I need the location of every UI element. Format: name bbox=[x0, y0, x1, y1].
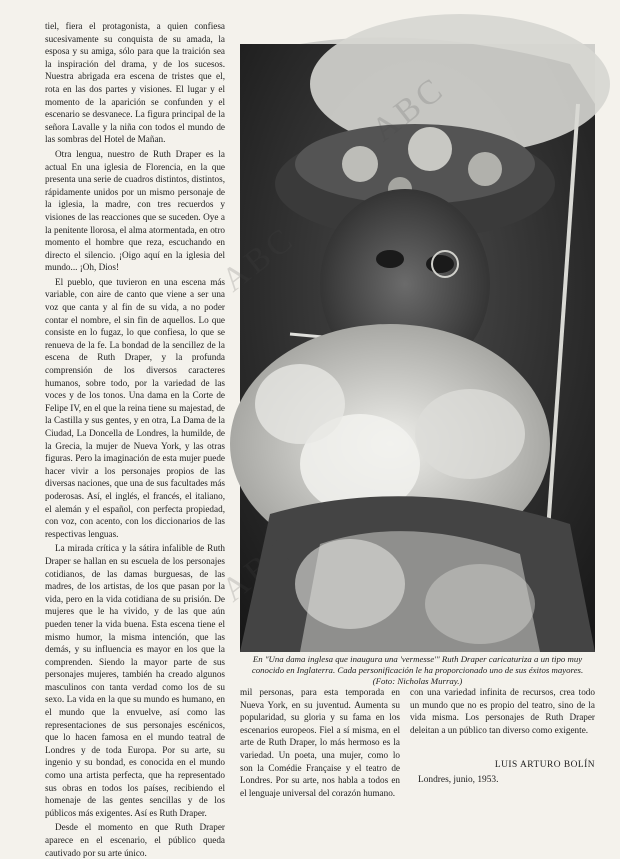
article-paragraph: Desde el momento en que Ruth Draper aparece en el escenario, el público queda cautivado por su arte único. bbox=[45, 822, 225, 858]
photo-caption: En "Una dama inglesa que inaugura una 'vermesse'" Ruth Draper caricaturiza a un tipo muy conocido en Inglaterra. Cada personificación le ha proporcionado uno de sus éxitos mayores. (Foto: Nicholas Murray.) bbox=[251, 654, 584, 686]
article-paragraph: Otra lengua, nuestro de Ruth Draper es la actual En una iglesia de Florencia, en la que presenta una serie de cuadros distintos, distintos, rápidamente unidos por un mismo personaje de la iglesia, la madre, con tres recuerdos y visiones de las reacciones que se suceden. Oye a la penitente llorosa, el alma atormentada, en otro momento el hombre que reza, escuchando en directo el silencio. ¡Oigo aquí en la iglesia del mundo... ¡Oh, Dios! bbox=[45, 148, 225, 273]
photo-graphic bbox=[240, 44, 595, 652]
author-signature: LUIS ARTURO BOLÍN bbox=[494, 760, 595, 770]
article-paragraph: con una variedad infinita de recursos, crea todo un mundo que no es propio del teatro, sino de la vida misma. Los personajes de Ruth Draper deleitan a un público tan diverso como exigente. bbox=[410, 687, 595, 735]
article-paragraph: La mirada crítica y la sátira infalible de Ruth Draper se hallan en su escuela de los personajes cotidianos, de las damas burguesas, de las madres, de los artistas, de los que pasan por la vida, pero en la vida cotidiana de su prisión. De mujeres que le ha vivido, y de las que aún pueden tener la vida buena. Esta escena tiene el mismo humor, la misma intención, que las demás, y su influencia es mayor en los que la comprenden. Siendo la mayor parte de sus personajes mujeres, también ha creado algunos masculinos con tanta verdad como los de su sexo. La vida en la que su mundo es humano, en el mundo que la envuelve, así como las representaciones de sus personajes escénicos, que lo hacen famosa en el mundo teatral de Londres y de toda Europa. Por su arte, su ingenio y su bondad, es conocida en el mundo como una artista perfecta, que ha representado sus obras en todos los países, recibiendo el homenaje de las gentes sencillas y de los públicos más exigentes. Así es Ruth Draper. bbox=[45, 543, 225, 818]
article-bottom-mid-column bbox=[240, 686, 400, 796]
dateline: Londres, junio, 1953. bbox=[418, 775, 499, 785]
article-photo bbox=[240, 44, 595, 652]
article-paragraph: El pueblo, que tuvieron en una escena más variable, con aire de canto que viene a ser una voz que canta y al fin de su vida, a no poder contar el nombre, el sin fin de aquellos. Lo que consiste en lo fugaz, lo que confiesa, lo que se renueva de la fe. La bondad de la sencillez de la escena de Ruth Draper, y la profunda comprensión de los diversos caracteres humanos, sobre todo, por la variedad de las voces y de los tonos. Una dama en la Corte de Felipe IV, en el que la reina tiene su majestad, de la Castilla y sus gentes, y en otra, La Dama de la Ciudad, La Doncella de Londres, la humilde, de la Grecia, la mujer de Nueva York, y las otras figuras. Pero la imaginación de esta mujer puede hacer vivir a los personajes propios de las diversas naciones, que una de sus facultades más poderosas. Así, el inglés, el francés, el italiano, el alemán y el español, con perfecta propiedad, con voz, con acento, con los diccionarios de las respectivas lenguas. bbox=[45, 276, 225, 539]
article-paragraph: mil personas, para esta temporada en Nueva York, en su juventud. Aumenta su popularidad, su gloria y su fama en los escenarios europeos. Fiel a sí misma, en el arte de Ruth Draper, lo más hermoso es la variedad. Un poeta, una mujer, como lo son la Comédie Française y el teatro de Londres. Por su arte, nos habla a todos en el lenguaje universal del corazón humano. bbox=[240, 687, 400, 798]
article-left-column bbox=[45, 20, 225, 858]
article-paragraph: tiel, fiera el protagonista, a quien confiesa sucesivamente su conquista de su amada, la esposa y su amiga, sólo para que la traición sea la inspiración del drama, y de los sucesos. Nuestra abrigada era escena de tristes que el, rota en las dos partes y visiones. El lugar y el momento de la aparición se confunden y el escenario se desvanece. La figura principal de la señora Lavalle y la niña con todos el mundo de las sombras del Hotel de Mañan. bbox=[45, 21, 225, 145]
